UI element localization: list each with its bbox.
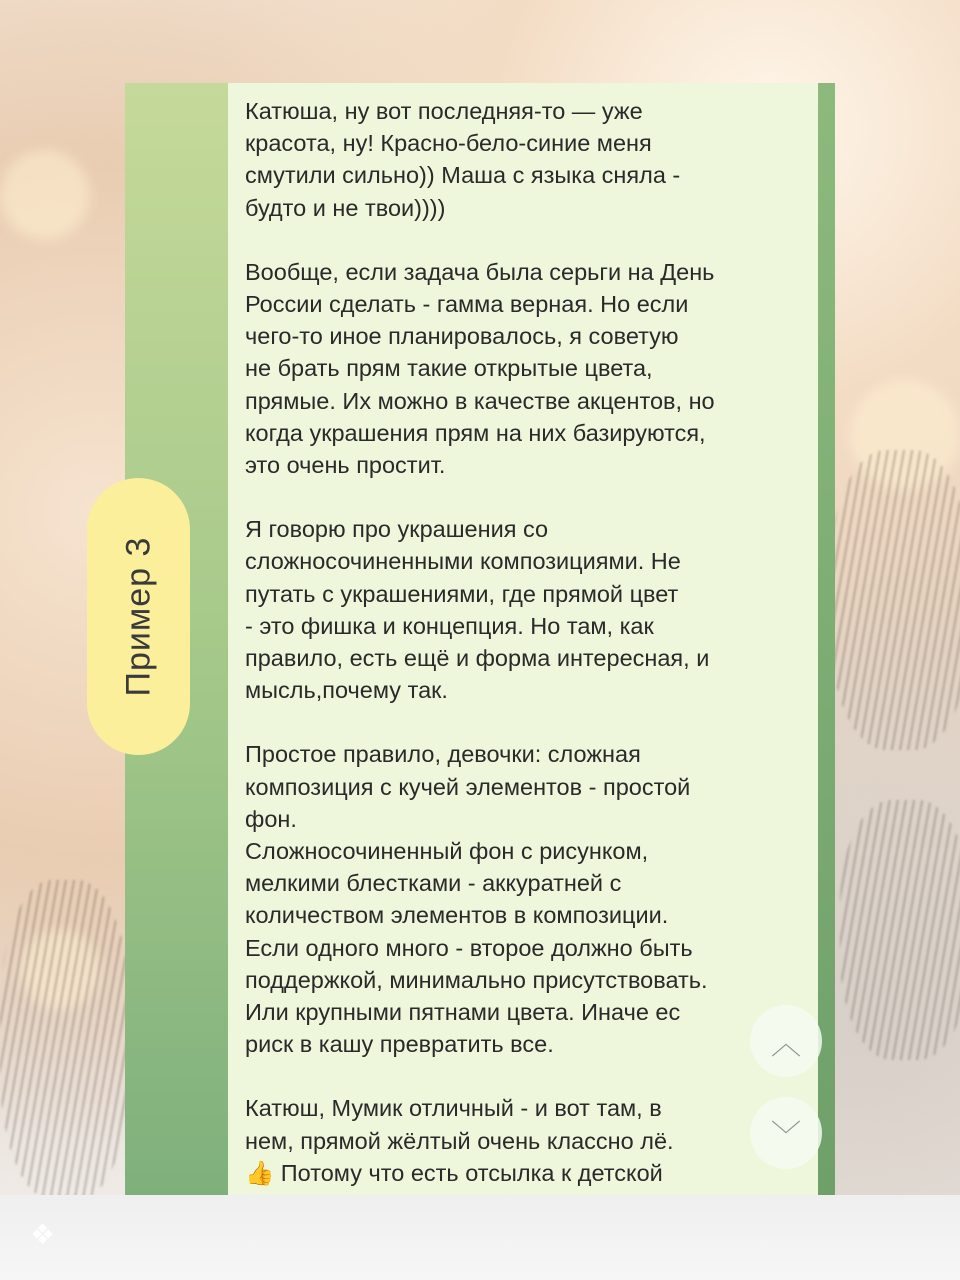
message-line: Катюша, ну вот последняя-то — уже [245, 98, 643, 124]
message-line: прямые. Их можно в качестве акцентов, но [245, 387, 715, 414]
message-line: не брать прям такие открытые цвета, [245, 355, 653, 382]
message-line: Сложносочиненный фон с рисунком, [245, 838, 649, 865]
message-line: нем, прямой жёлтый очень классно лё. [245, 1127, 674, 1154]
message-line: смутили сильно)) Маша с языка сняла - [245, 162, 681, 189]
message-line: фон. [245, 805, 297, 832]
logo-icon: ❖ [30, 1219, 56, 1250]
message-line: риск в кашу превратить все. [245, 1031, 554, 1058]
message-line: правило, есть ещё и форма интересная, и [245, 645, 710, 672]
message-line: России сделать - гамма верная. Но если [245, 291, 689, 318]
message-paragraph [245, 513, 815, 706]
message-line: когда украшения прям на них базируются, [245, 419, 706, 446]
message-line: это очень простит. [245, 452, 446, 479]
message-line: 👍 Потому что есть отсылка к детской [245, 1159, 663, 1186]
message-paragraph [245, 738, 815, 1060]
bottom-frame [0, 1195, 960, 1280]
message-line: количеством элементов в композиции. [245, 902, 669, 929]
message-line: Или крупными пятнами цвета. Иначе ес [245, 999, 681, 1026]
message-line: чего-то иное планировалось, я советую [245, 323, 679, 350]
scroll-up-button[interactable] [750, 1005, 822, 1077]
message-line: поддержкой, минимально присутствовать. [245, 966, 708, 993]
chat-background-strip [818, 83, 835, 1195]
chevron-down-icon: ﹀ [771, 1120, 801, 1153]
message-line: композиция с кучей элементов - простой [245, 773, 691, 800]
message-line: Простое правило, девочки: сложная [245, 741, 641, 768]
message-line: мелкими блестками - аккуратней с [245, 870, 622, 897]
message-line: Катюш, Мумик отличный - и вот там, в [245, 1095, 662, 1122]
message-line: будто и не твои)))) [245, 194, 446, 221]
message-paragraph [245, 256, 815, 481]
message-line: сложносочиненными композициями. Не [245, 548, 681, 575]
message-line: мысль,почему так. [245, 677, 448, 704]
message-line: Вообще, если задача была серьги на День [245, 258, 715, 285]
chat-screenshot [125, 83, 835, 1195]
message-paragraph [245, 95, 815, 224]
message-line: Если одного много - второе должно быть [245, 934, 693, 961]
message-line: - это фишка и концепция. Но там, как [245, 612, 654, 639]
example-label [87, 478, 190, 755]
message-line: путать с украшениями, где прямой цвет [245, 580, 679, 607]
message-paragraph [245, 1092, 815, 1189]
message-line: красота, ну! Красно-бело-синие меня [245, 130, 652, 157]
example-label-text: Пример 3 [119, 536, 158, 697]
message-line: Я говорю про украшения со [245, 516, 549, 543]
message-text [245, 95, 815, 1195]
scroll-down-button[interactable] [750, 1097, 822, 1169]
chevron-up-icon: ︿ [771, 1028, 801, 1061]
